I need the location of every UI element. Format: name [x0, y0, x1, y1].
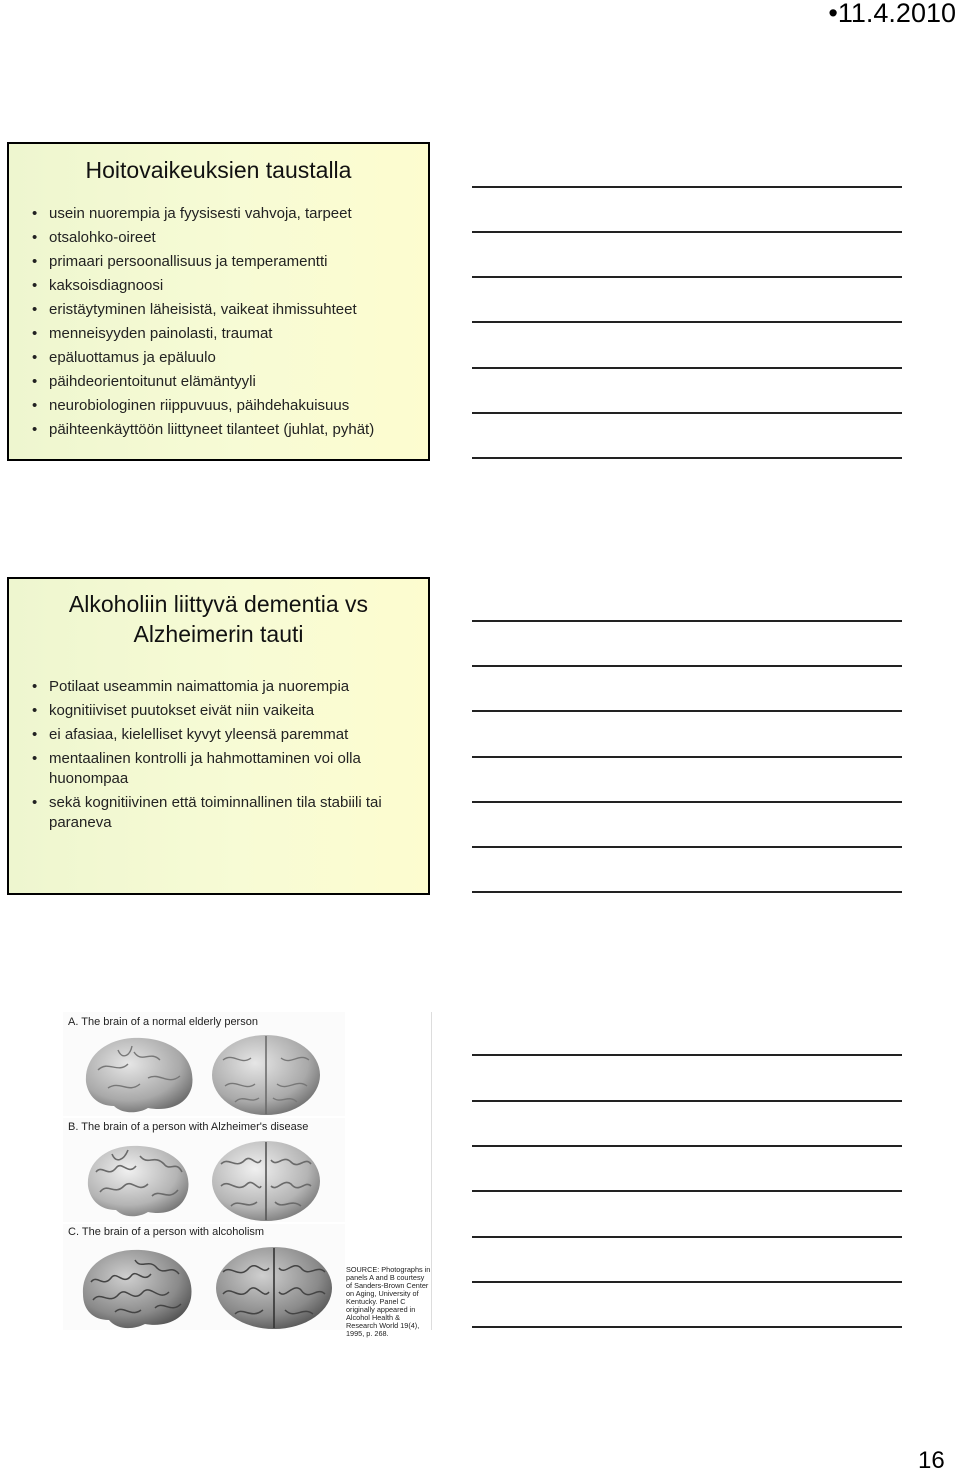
figure-source-caption: SOURCE: Photographs in panels A and B courtesy of Sanders-Brown Center on Aging, University of Kentucky. Panel C originally appeared in Alcohol Health & Research World 19(4), 1995, p. 268. — [346, 1265, 431, 1338]
note-line — [472, 1326, 902, 1328]
note-line — [472, 665, 902, 667]
note-line — [472, 457, 902, 459]
note-line — [472, 1145, 902, 1147]
slide-2-bullet: • kognitiiviset puutokset eivät niin vaikeita — [49, 701, 398, 721]
panel-c-label: C. The brain of a person with alcoholism — [68, 1226, 265, 1238]
slide-1-bullet: • päihdeorientoitunut elämäntyyli — [49, 370, 418, 394]
slide-1-bullets — [9, 202, 428, 442]
alcoholism-brain-side-image — [75, 1242, 201, 1330]
note-line — [472, 186, 902, 188]
note-line — [472, 620, 902, 622]
note-line — [472, 1054, 902, 1056]
slide-2-bullet: • sekä kognitiivinen että toiminnallinen tila stabiili tai paraneva — [49, 793, 398, 833]
note-line — [472, 891, 902, 893]
panel-b — [63, 1118, 345, 1222]
panel-b-label: B. The brain of a person with Alzheimer's disease — [68, 1121, 309, 1133]
note-line — [472, 1281, 902, 1283]
note-line — [472, 321, 902, 323]
slide-1-bullet: • usein nuorempia ja fyysisesti vahvoja, tarpeet — [49, 202, 418, 226]
slide-2-bullet: • Potilaat useammin naimattomia ja nuorempia — [49, 677, 398, 697]
note-line — [472, 801, 902, 803]
normal-brain-side-image — [78, 1030, 200, 1116]
slide-1-title: Hoitovaikeuksien taustalla — [85, 157, 352, 183]
note-line — [472, 1100, 902, 1102]
slide-1-bullet: • menneisyyden painolasti, traumat — [49, 322, 418, 346]
slide-2 — [7, 577, 430, 895]
note-line — [472, 367, 902, 369]
slide-1-bullet: • otsalohko-oireet — [49, 226, 418, 250]
panel-a-label: A. The brain of a normal elderly person — [68, 1016, 258, 1028]
header-date: •11.4.2010 — [828, 0, 956, 28]
slide-1 — [7, 142, 430, 461]
slide-1-bullet: • epäluottamus ja epäluulo — [49, 346, 418, 370]
note-line — [472, 412, 902, 414]
note-line — [472, 1236, 902, 1238]
alzheimer-brain-top-image — [205, 1136, 327, 1222]
alzheimer-brain-side-image — [78, 1136, 200, 1222]
slide-1-bullet: • eristäytyminen läheisistä, vaikeat ihmissuhteet — [49, 298, 418, 322]
slide-2-title-line: Alkoholiin liittyvä dementia vs — [68, 591, 369, 617]
note-line — [472, 1190, 902, 1192]
slide-1-bullet: • primaari persoonallisuus ja temperamentti — [49, 250, 418, 274]
note-line — [472, 276, 902, 278]
note-line — [472, 710, 902, 712]
panel-c — [63, 1224, 345, 1330]
slide-2-bullets — [9, 677, 428, 833]
slide-1-bullet: • neurobiologinen riippuvuus, päihdehakuisuus — [49, 394, 418, 418]
slide-1-bullet: • kaksoisdiagnoosi — [49, 274, 418, 298]
slide-2-title-line: Alzheimerin tauti — [133, 621, 304, 647]
slide-2-bullet: • ei afasiaa, kielelliset kyvyt yleensä paremmat — [49, 725, 398, 745]
note-line — [472, 756, 902, 758]
slide-2-title — [9, 589, 428, 649]
note-line — [472, 231, 902, 233]
slide-1-bullet: • päihteenkäyttöön liittyneet tilanteet (juhlat, pyhät) — [49, 418, 418, 442]
note-line — [472, 846, 902, 848]
panel-a — [63, 1012, 345, 1116]
slide-2-bullet: • mentaalinen kontrolli ja hahmottaminen voi olla huonompaa — [49, 749, 398, 789]
normal-brain-top-image — [205, 1030, 327, 1116]
page-number: 16 — [918, 1447, 945, 1474]
alcoholism-brain-top-image — [209, 1242, 339, 1330]
brain-comparison-figure — [63, 1012, 432, 1338]
